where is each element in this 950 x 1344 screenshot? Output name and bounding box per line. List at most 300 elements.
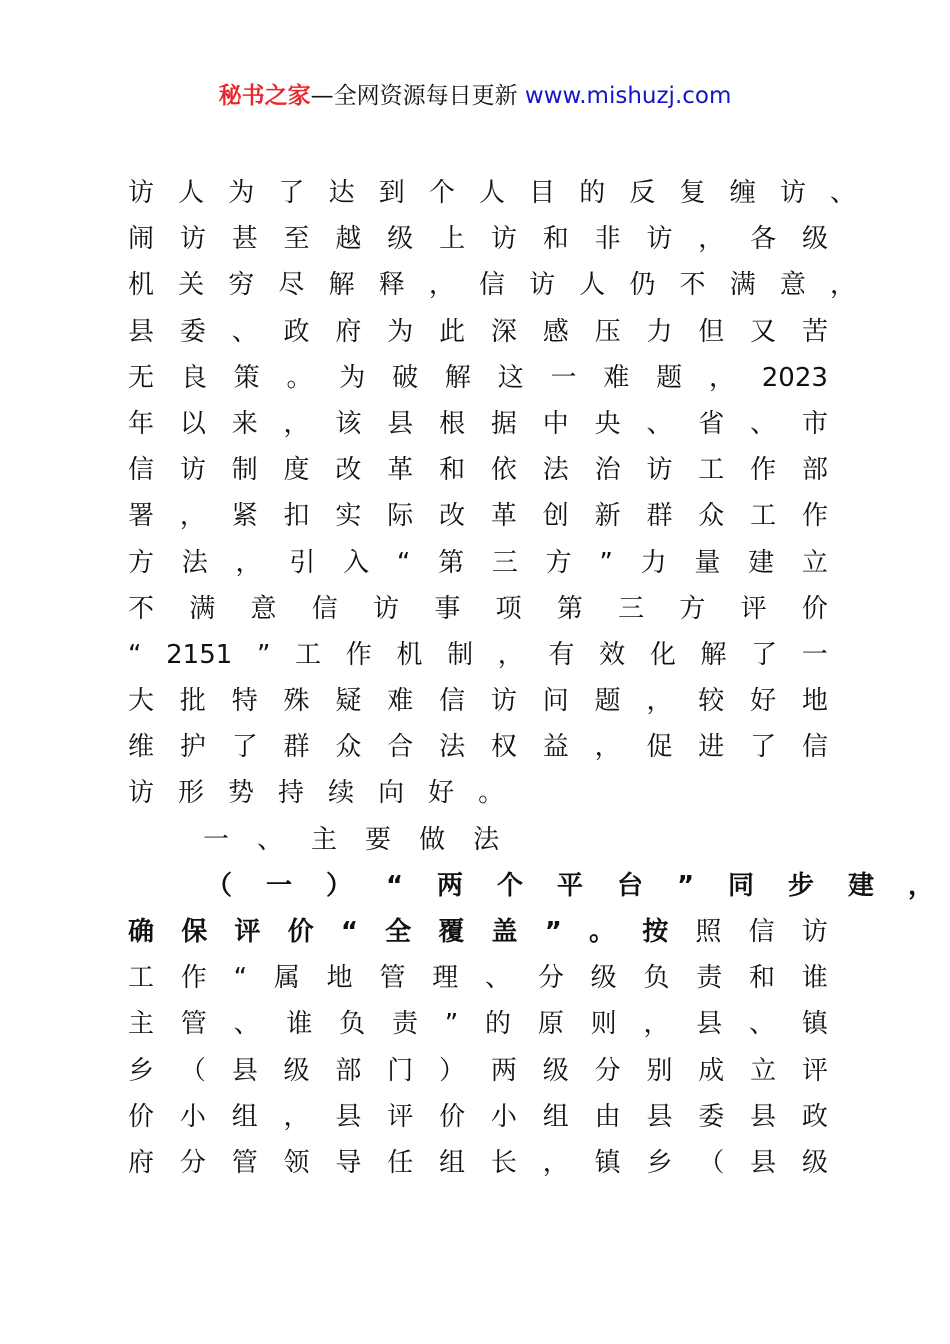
glyph: 力 — [640, 547, 667, 578]
glyph: 信 — [439, 686, 466, 717]
glyph: 、 — [646, 408, 673, 439]
glyph: 属 — [273, 963, 300, 994]
glyph: 众 — [698, 501, 725, 532]
glyph: 上 — [439, 224, 466, 255]
glyph: 负 — [643, 963, 670, 994]
glyph: 复 — [679, 178, 706, 208]
glyph: 组 — [439, 1147, 466, 1178]
text-line — [128, 909, 828, 955]
glyph: 有 — [548, 639, 575, 670]
glyph: 依 — [490, 455, 517, 486]
glyph: 评 — [740, 593, 767, 624]
glyph: 了 — [750, 732, 777, 763]
glyph: ， — [698, 224, 725, 255]
glyph: ， — [708, 362, 735, 393]
glyph: 机 — [396, 639, 423, 670]
glyph: 人 — [178, 178, 205, 208]
glyph: 进 — [698, 732, 725, 763]
glyph: ， — [497, 639, 524, 670]
glyph: 好 — [750, 686, 777, 717]
glyph: ， — [643, 1009, 670, 1040]
glyph: 维 — [128, 732, 155, 763]
glyph: 改 — [439, 501, 466, 532]
glyph: 访 — [779, 178, 806, 208]
glyph: 立 — [801, 547, 828, 578]
glyph: 和 — [542, 224, 569, 255]
glyph: ， — [179, 501, 206, 532]
glyph: 访 — [128, 178, 155, 208]
glyph: 央 — [594, 408, 621, 439]
glyph: 法 — [181, 547, 208, 578]
glyph: 和 — [439, 455, 466, 486]
glyph: 个 — [497, 870, 524, 901]
glyph: 了 — [231, 732, 258, 763]
glyph: 方 — [545, 547, 572, 578]
glyph: 反 — [629, 178, 656, 208]
glyph: 成 — [698, 1055, 725, 1086]
glyph: 访 — [128, 778, 155, 809]
glyph: ” — [599, 547, 613, 578]
glyph: 地 — [326, 963, 353, 994]
glyph: 镇 — [801, 1009, 828, 1040]
glyph: 度 — [283, 455, 310, 486]
glyph: 平 — [556, 870, 583, 901]
glyph: 引 — [289, 547, 316, 578]
glyph: 评 — [234, 917, 261, 947]
glyph: 仍 — [629, 270, 656, 301]
glyph: 小 — [490, 1101, 517, 1132]
glyph: 谁 — [286, 1009, 313, 1040]
glyph: 盖 — [491, 917, 518, 947]
glyph: 际 — [387, 501, 414, 532]
glyph: 一 — [265, 870, 292, 901]
text-line — [128, 309, 828, 355]
glyph: “ — [128, 639, 142, 670]
glyph: 释 — [378, 270, 405, 301]
glyph: 由 — [594, 1101, 621, 1132]
glyph: 工 — [295, 639, 322, 670]
glyph: 访 — [179, 455, 206, 486]
glyph: 和 — [749, 963, 776, 994]
glyph: 访 — [373, 593, 400, 624]
glyph: 价 — [287, 917, 314, 947]
glyph: 效 — [599, 639, 626, 670]
glyph: 量 — [694, 547, 721, 578]
glyph: 扣 — [283, 501, 310, 532]
glyph: 工 — [128, 963, 155, 994]
glyph: 级 — [801, 224, 828, 255]
glyph: 治 — [594, 455, 621, 486]
glyph: 建 — [748, 547, 775, 578]
glyph: 此 — [439, 316, 466, 347]
glyph: 了 — [278, 178, 305, 208]
glyph: 分 — [537, 963, 564, 994]
glyph: 则 — [590, 1009, 617, 1040]
brand-name: 秘书之家 — [218, 83, 311, 109]
glyph: 信 — [748, 917, 775, 947]
glyph: （ — [179, 1055, 206, 1086]
glyph: 组 — [542, 1101, 569, 1132]
glyph: 县 — [128, 316, 155, 347]
glyph: 信 — [478, 270, 505, 301]
glyph: 各 — [750, 224, 777, 255]
glyph: 照 — [695, 917, 722, 947]
glyph: ， — [829, 270, 856, 301]
glyph: 题 — [594, 686, 621, 717]
glyph: 疑 — [335, 686, 362, 717]
glyph: 特 — [231, 686, 258, 717]
glyph: 向 — [378, 778, 405, 809]
glyph: 部 — [335, 1055, 362, 1086]
glyph: 访 — [646, 224, 673, 255]
glyph: 、 — [231, 316, 258, 347]
glyph: 的 — [485, 1009, 512, 1040]
glyph: “ — [233, 963, 248, 994]
glyph: 小 — [179, 1101, 206, 1132]
glyph: 至 — [283, 224, 310, 255]
glyph: 市 — [801, 408, 828, 439]
glyph: 镇 — [594, 1147, 621, 1178]
glyph: 事 — [434, 593, 461, 624]
glyph: 门 — [387, 1055, 414, 1086]
subsection-heading — [128, 863, 934, 909]
glyph: 确 — [128, 917, 155, 947]
glyph: 入 — [343, 547, 370, 578]
text-line — [128, 1001, 828, 1047]
glyph: 达 — [328, 178, 355, 208]
glyph: “ — [396, 547, 411, 578]
glyph: 年 — [128, 408, 155, 439]
glyph: 又 — [750, 316, 777, 347]
glyph: 项 — [495, 593, 522, 624]
glyph: 甚 — [231, 224, 258, 255]
glyph: 但 — [698, 316, 725, 347]
glyph: 主 — [128, 1009, 155, 1040]
glyph: “ — [340, 917, 358, 947]
glyph: 级 — [590, 963, 617, 994]
glyph: 负 — [339, 1009, 366, 1040]
glyph: 步 — [788, 870, 815, 901]
glyph: 访 — [490, 686, 517, 717]
glyph: 关 — [178, 270, 205, 301]
glyph: 覆 — [438, 917, 465, 947]
glyph: 长 — [490, 1147, 517, 1178]
document-body — [128, 170, 934, 1186]
glyph: 据 — [490, 408, 517, 439]
glyph: 一 — [203, 824, 230, 855]
glyph: 众 — [335, 732, 362, 763]
glyph: 2151 — [166, 639, 233, 670]
glyph: 紧 — [231, 501, 258, 532]
glyph: 解 — [328, 270, 355, 301]
glyph: 穷 — [228, 270, 255, 301]
text-line — [128, 1048, 828, 1094]
glyph: 人 — [579, 270, 606, 301]
glyph: 持 — [278, 778, 305, 809]
glyph: ” — [544, 917, 562, 947]
glyph: 实 — [335, 501, 362, 532]
glyph: 部 — [801, 455, 828, 486]
text-line — [128, 540, 828, 586]
text-line — [128, 216, 828, 262]
glyph: 法 — [439, 732, 466, 763]
glyph: 续 — [328, 778, 355, 809]
glyph: 到 — [378, 178, 405, 208]
glyph: 领 — [283, 1147, 310, 1178]
glyph: ， — [283, 408, 310, 439]
glyph: 问 — [542, 686, 569, 717]
glyph: 组 — [231, 1101, 258, 1132]
glyph: 革 — [387, 455, 414, 486]
glyph: 同 — [728, 870, 755, 901]
glyph: 级 — [801, 1147, 828, 1178]
glyph: 访 — [529, 270, 556, 301]
glyph: 较 — [698, 686, 725, 717]
glyph: 价 — [801, 593, 828, 624]
glyph: 委 — [698, 1101, 725, 1132]
glyph: 第 — [556, 593, 583, 624]
glyph: 缠 — [729, 178, 756, 208]
glyph: 级 — [283, 1055, 310, 1086]
glyph: 工 — [750, 501, 777, 532]
glyph: 。 — [478, 778, 505, 809]
glyph: 2023 — [761, 362, 828, 393]
glyph: 合 — [387, 732, 414, 763]
glyph: 难 — [603, 362, 630, 393]
glyph: ） — [325, 870, 352, 901]
glyph: 价 — [128, 1101, 155, 1132]
glyph: 工 — [698, 455, 725, 486]
text-line — [128, 493, 828, 539]
glyph: 导 — [335, 1147, 362, 1178]
glyph: 级 — [542, 1055, 569, 1086]
glyph: 三 — [491, 547, 518, 578]
glyph: 解 — [700, 639, 727, 670]
glyph: 任 — [387, 1147, 414, 1178]
glyph: 县 — [750, 1101, 777, 1132]
glyph: 管 — [379, 963, 406, 994]
text-line — [128, 355, 828, 401]
text-line — [128, 586, 828, 632]
glyph: 署 — [128, 501, 155, 532]
glyph: 方 — [679, 593, 706, 624]
glyph: 个 — [428, 178, 455, 208]
glyph: 。 — [588, 917, 615, 947]
site-url[interactable]: www.mishuzj.com — [524, 83, 732, 109]
glyph: 台 — [616, 870, 643, 901]
glyph: 创 — [542, 501, 569, 532]
text-line — [128, 401, 828, 447]
glyph: 根 — [439, 408, 466, 439]
glyph: ， — [542, 1147, 569, 1178]
glyph: 乡 — [646, 1147, 673, 1178]
glyph: 目 — [529, 178, 556, 208]
glyph: 非 — [594, 224, 621, 255]
glyph: 化 — [649, 639, 676, 670]
glyph: ） — [439, 1055, 466, 1086]
text-line — [128, 770, 828, 816]
glyph: 满 — [189, 593, 216, 624]
glyph: 破 — [392, 362, 419, 393]
glyph: 不 — [128, 593, 155, 624]
glyph: 第 — [438, 547, 465, 578]
glyph: 为 — [387, 316, 414, 347]
glyph: 批 — [179, 686, 206, 717]
glyph: 尽 — [278, 270, 305, 301]
glyph: ” — [256, 639, 271, 670]
glyph: 作 — [345, 639, 372, 670]
glyph: 形 — [178, 778, 205, 809]
glyph: 的 — [579, 178, 606, 208]
glyph: 责 — [696, 963, 723, 994]
glyph: 访 — [801, 917, 828, 947]
glyph: 人 — [478, 178, 505, 208]
glyph: 法 — [473, 824, 500, 855]
text-line — [128, 1094, 828, 1140]
glyph: 管 — [231, 1147, 258, 1178]
glyph: 为 — [228, 178, 255, 208]
glyph: 、 — [829, 178, 856, 208]
glyph: ” — [444, 1009, 459, 1040]
glyph: （ — [698, 1147, 725, 1178]
glyph: 压 — [594, 316, 621, 347]
glyph: 制 — [231, 455, 258, 486]
glyph: 信 — [128, 455, 155, 486]
text-line — [128, 170, 856, 216]
text-line — [128, 632, 828, 678]
glyph: 。 — [286, 362, 313, 393]
glyph: 了 — [751, 639, 778, 670]
glyph: 群 — [646, 501, 673, 532]
glyph: 建 — [847, 870, 874, 901]
glyph: 管 — [180, 1009, 207, 1040]
glyph: 政 — [801, 1101, 828, 1132]
glyph: 殊 — [283, 686, 310, 717]
glyph: 促 — [646, 732, 673, 763]
glyph: 县 — [335, 1101, 362, 1132]
glyph: 委 — [179, 316, 206, 347]
glyph: 县 — [646, 1101, 673, 1132]
glyph: 该 — [335, 408, 362, 439]
glyph: 改 — [335, 455, 362, 486]
glyph: 乡 — [128, 1055, 155, 1086]
glyph: 苦 — [801, 316, 828, 347]
glyph: 政 — [283, 316, 310, 347]
glyph: 好 — [428, 778, 455, 809]
glyph: 全 — [385, 917, 412, 947]
glyph: ” — [676, 870, 695, 901]
glyph: ， — [594, 732, 621, 763]
glyph: 深 — [490, 316, 517, 347]
glyph: ， — [235, 547, 262, 578]
glyph: 权 — [490, 732, 517, 763]
glyph: 满 — [729, 270, 756, 301]
header-slogan: —全网资源每日更新 — [310, 83, 525, 109]
glyph: 访 — [490, 224, 517, 255]
glyph: 、 — [750, 408, 777, 439]
glyph: 作 — [801, 501, 828, 532]
glyph: 越 — [335, 224, 362, 255]
glyph: 意 — [779, 270, 806, 301]
glyph: 革 — [490, 501, 517, 532]
text-line — [128, 447, 828, 493]
glyph: 题 — [656, 362, 683, 393]
glyph: 府 — [128, 1147, 155, 1178]
glyph: ， — [907, 870, 934, 901]
section-heading — [128, 817, 828, 863]
glyph: 力 — [646, 316, 673, 347]
glyph: 县 — [387, 408, 414, 439]
glyph: 方 — [128, 547, 155, 578]
glyph: 一 — [801, 639, 828, 670]
glyph: 来 — [231, 408, 258, 439]
glyph: 分 — [179, 1147, 206, 1178]
glyph: 、 — [485, 963, 512, 994]
glyph: 级 — [387, 224, 414, 255]
glyph: 府 — [335, 316, 362, 347]
glyph: ， — [283, 1101, 310, 1132]
glyph: （ — [206, 870, 233, 901]
glyph: 评 — [801, 1055, 828, 1086]
glyph: 为 — [339, 362, 366, 393]
text-line — [128, 724, 828, 770]
glyph: 评 — [387, 1101, 414, 1132]
glyph: 作 — [180, 963, 207, 994]
glyph: 这 — [497, 362, 524, 393]
glyph: 县 — [750, 1147, 777, 1178]
glyph: 以 — [179, 408, 206, 439]
glyph: 大 — [128, 686, 155, 717]
text-line — [128, 1140, 828, 1186]
glyph: 闹 — [128, 224, 155, 255]
glyph: 价 — [439, 1101, 466, 1132]
glyph: 一 — [550, 362, 577, 393]
glyph: 护 — [179, 732, 206, 763]
glyph: 别 — [646, 1055, 673, 1086]
glyph: “ — [385, 870, 404, 901]
text-line — [128, 678, 828, 724]
glyph: 访 — [646, 455, 673, 486]
glyph: 机 — [128, 270, 155, 301]
glyph: 、 — [233, 1009, 260, 1040]
glyph: 中 — [542, 408, 569, 439]
glyph: 意 — [250, 593, 277, 624]
glyph: 访 — [179, 224, 206, 255]
glyph: 信 — [801, 732, 828, 763]
glyph: 势 — [228, 778, 255, 809]
glyph: 保 — [181, 917, 208, 947]
glyph: 要 — [365, 824, 392, 855]
glyph: 原 — [537, 1009, 564, 1040]
glyph: 感 — [542, 316, 569, 347]
glyph: 理 — [432, 963, 459, 994]
glyph: 三 — [618, 593, 645, 624]
glyph: 群 — [283, 732, 310, 763]
glyph: 省 — [698, 408, 725, 439]
glyph: 无 — [128, 362, 155, 393]
glyph: 主 — [311, 824, 338, 855]
glyph: ， — [646, 686, 673, 717]
glyph: 制 — [447, 639, 474, 670]
glyph: 不 — [679, 270, 706, 301]
glyph: 作 — [750, 455, 777, 486]
glyph: 信 — [311, 593, 338, 624]
text-line — [128, 955, 828, 1001]
glyph: 立 — [750, 1055, 777, 1086]
glyph: 县 — [231, 1055, 258, 1086]
glyph: 策 — [233, 362, 260, 393]
glyph: 按 — [642, 917, 669, 947]
